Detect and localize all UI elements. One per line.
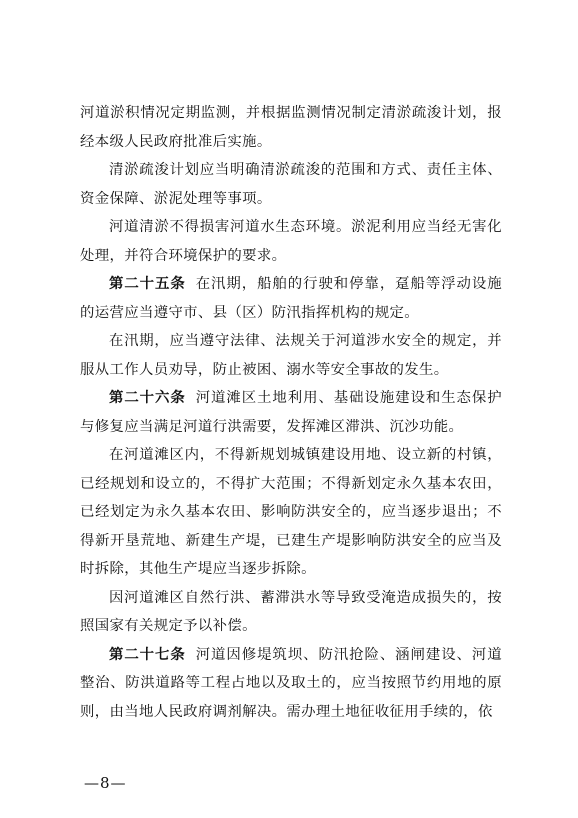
paragraph-text: 在河道滩区内，不得新规划城镇建设用地、设立新的村镇，已经规划和设立的，不得扩大范围；不得新划定永久基本农田，已经划定为永久基本农田、影响防洪安全的，应当逐步退出；不得新开垦荒地、新建生产堤，已建生产堤影响防洪安全的应当及时拆除，其他生产堤应当逐步拆除。: [80, 447, 502, 577]
page-number: —8—: [84, 774, 127, 792]
article-27: [80, 641, 502, 727]
paragraph-text: 在汛期，应当遵守法律、法规关于河道涉水安全的规定，并服从工作人员劝导，防止被困、溺水等安全事故的发生。: [80, 333, 502, 378]
paragraph: [80, 327, 502, 384]
article-heading: 第二十六条: [109, 390, 186, 406]
paragraph: [80, 441, 502, 584]
paragraph-text: 河道因修堤筑坝、防汛抢险、涵闸建设、河道整治、防洪道路等工程占地以及取土的，应当按照节约用地的原则，由当地人民政府调剂解决。需办理土地征收征用手续的，依: [80, 646, 502, 720]
paragraph-text: 河道淤积情况定期监测，并根据监测情况制定清淤疏浚计划，报经本级人民政府批准后实施。: [80, 105, 502, 150]
article-heading: 第二十五条: [109, 276, 186, 292]
paragraph: [80, 584, 502, 641]
paragraph-text: 河道清淤不得损害河道水生态环境。淤泥利用应当经无害化处理，并符合环境保护的要求。: [80, 219, 502, 264]
paragraph: [80, 99, 502, 156]
paragraph: [80, 213, 502, 270]
paragraph: [80, 156, 502, 213]
paragraph-text: 因河道滩区自然行洪、蓄滞洪水等导致受淹造成损失的，按照国家有关规定予以补偿。: [80, 589, 502, 634]
paragraph-text: 在汛期，船舶的行驶和停靠，趸船等浮动设施的运营应当遵守市、县（区）防汛指挥机构的规定。: [80, 276, 502, 321]
article-25: [80, 270, 502, 327]
document-body: [80, 99, 502, 726]
paragraph-text: 清淤疏浚计划应当明确清淤疏浚的范围和方式、责任主体、资金保障、淤泥处理等事项。: [80, 162, 502, 207]
paragraph-text: 河道滩区土地利用、基础设施建设和生态保护与修复应当满足河道行洪需要，发挥滩区滞洪、沉沙功能。: [80, 390, 502, 435]
article-heading: 第二十七条: [109, 646, 186, 663]
article-26: [80, 384, 502, 441]
